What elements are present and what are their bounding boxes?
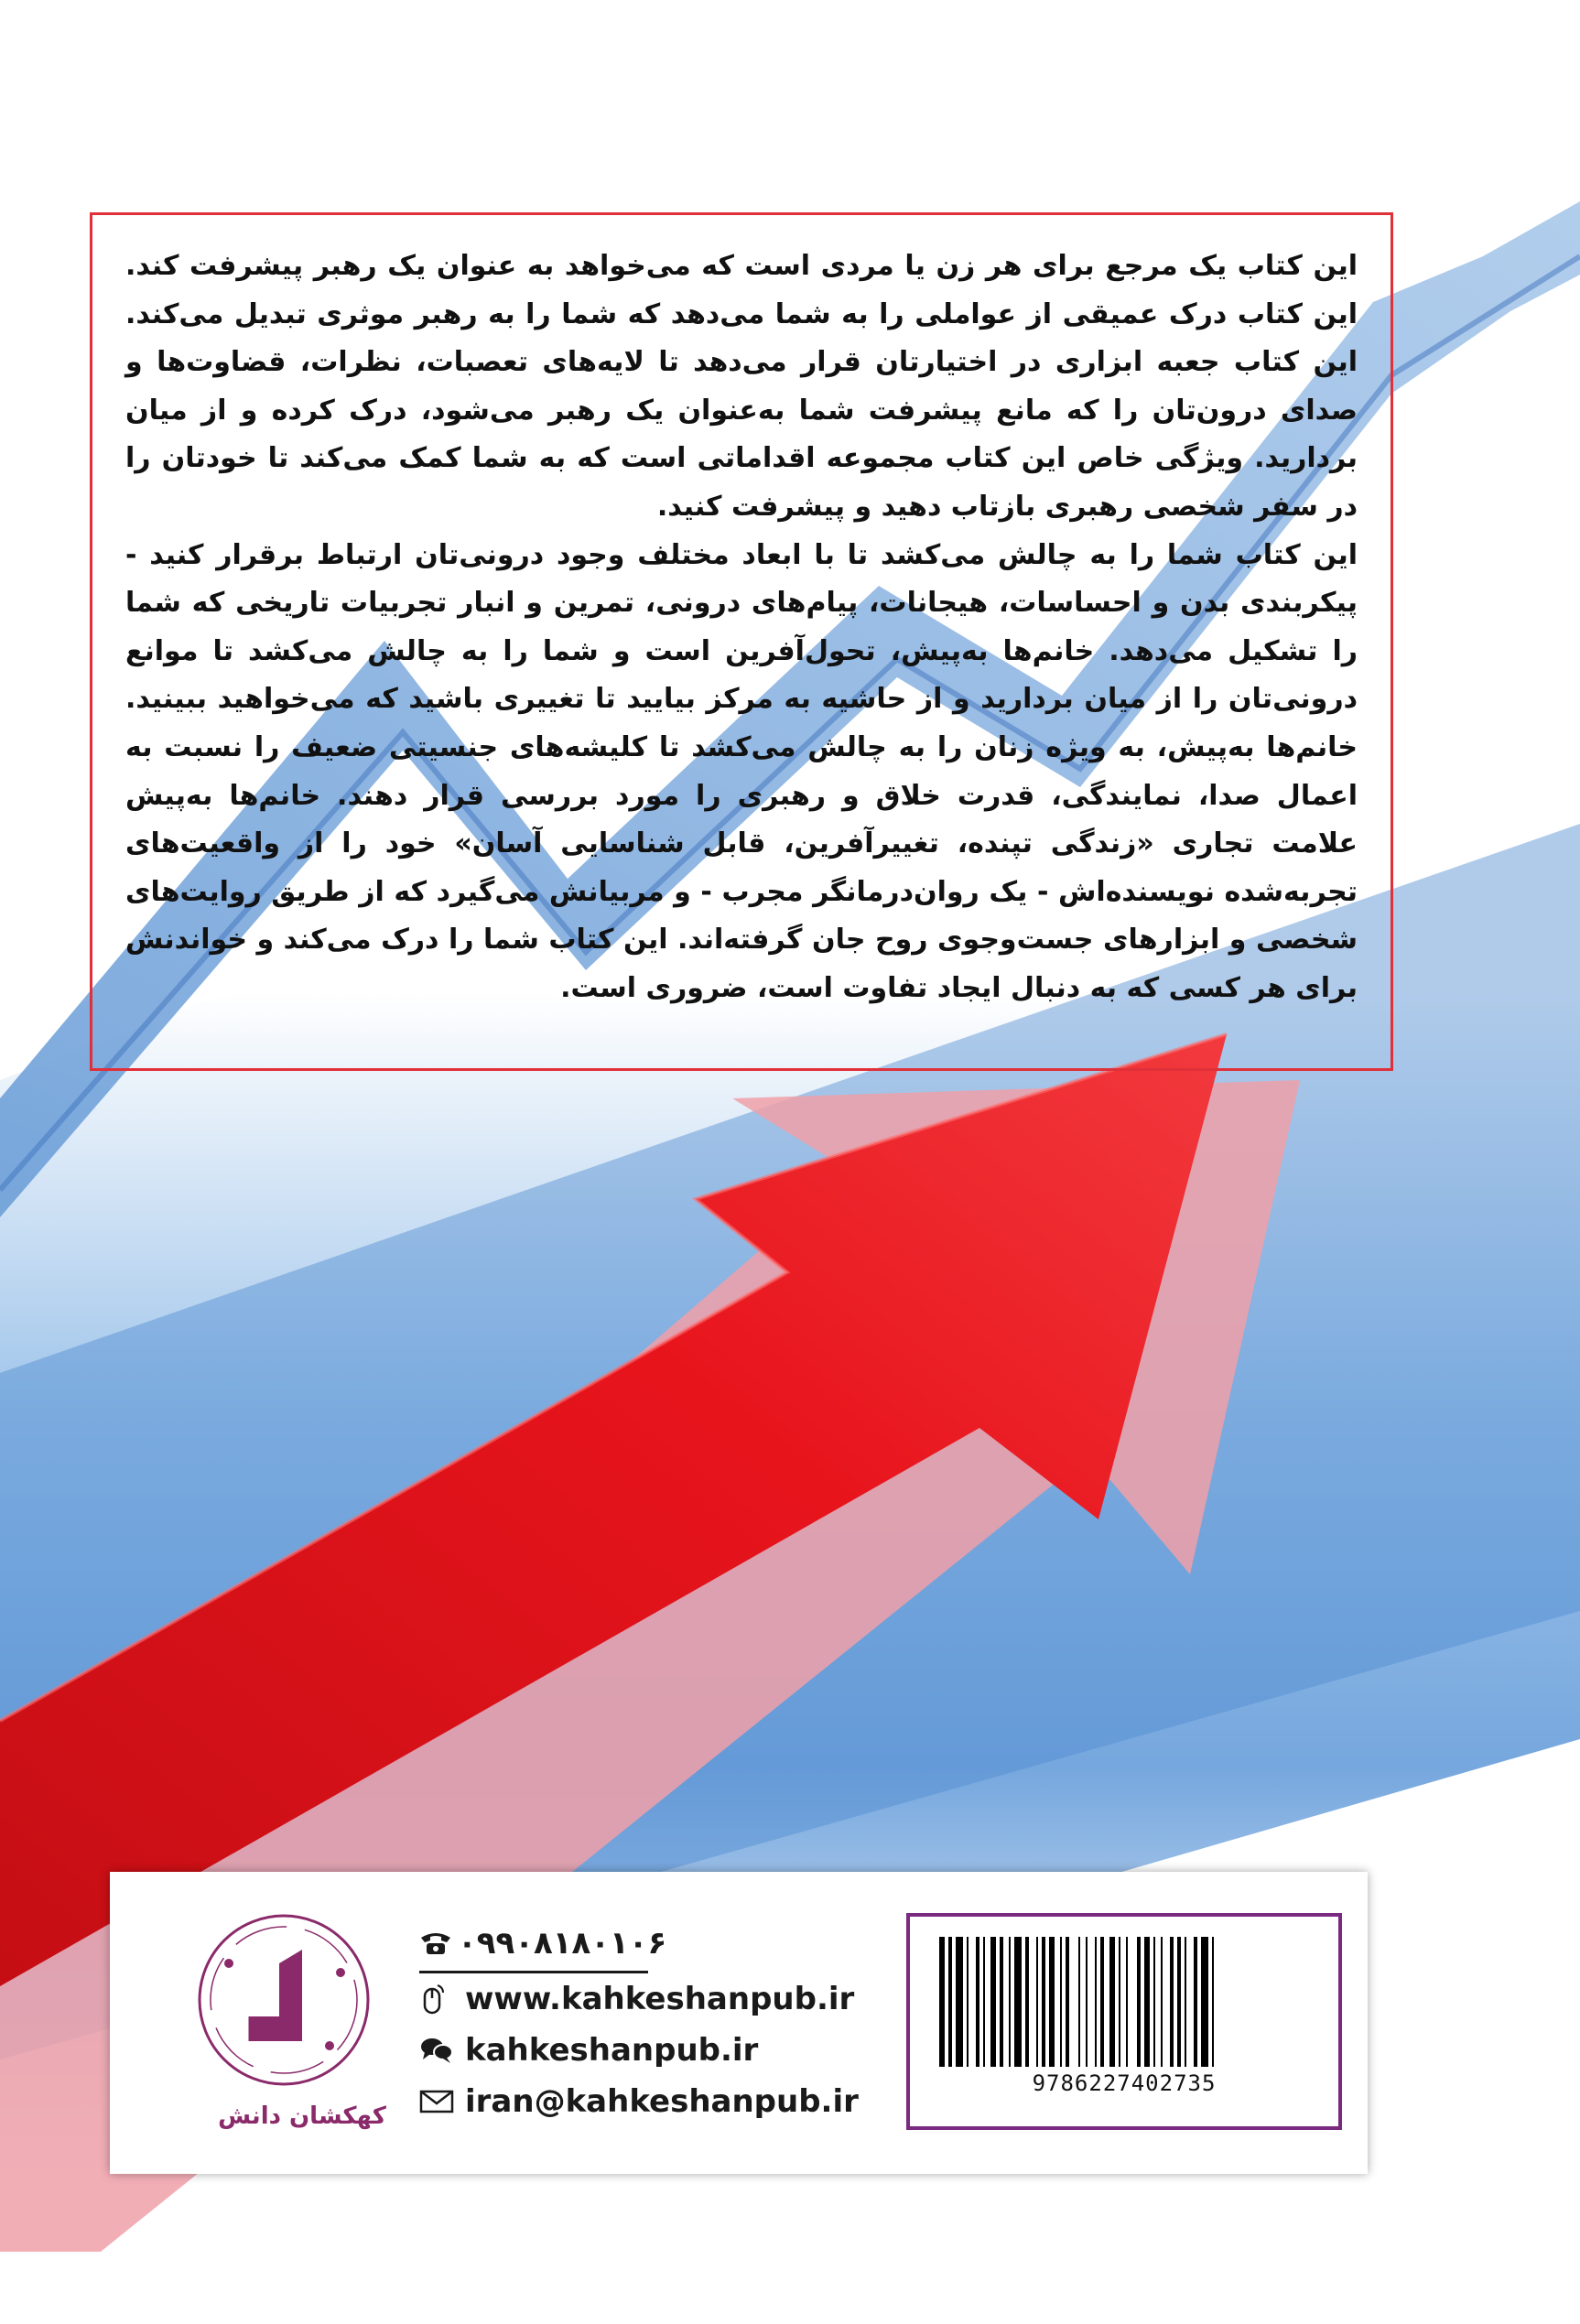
isbn-barcode — [906, 1913, 1342, 2130]
envelope-icon — [419, 2089, 460, 2114]
back-cover-blurb — [90, 212, 1393, 1071]
barcode-bar — [967, 1937, 969, 2067]
blurb-paragraph: این کتاب یک مرجع برای هر زن یا مردی است که می‌خواهد به عنوان یک رهبر پیشرفت کند. این کتاب درک عمیقی از عواملی را به شما می‌دهد که شما را به رهبر موثری تبدیل می‌کند. این کتاب جعبه ابزاری در اختیارتان قرار می‌دهد تا لایه‌های تعصبات، نظرات، قضاوت‌ها و صدای درون‌تان را که مانع پیشرفت شما به‌عنوان یک رهبر می‌شود، درک کرده و از میان بردارید. ویژگی خاص این کتاب مجموعه اقداماتی است که به شما کمک می‌کند تا خودتان را در سفر شخصی رهبری بازتاب دهید و پیشرفت کنید. — [125, 250, 1358, 523]
barcode-bar — [1086, 1937, 1088, 2067]
website-link[interactable]: www.kahkeshanpub.ir — [465, 1981, 855, 2017]
barcode-bar — [990, 1937, 996, 2067]
barcode-bar — [1177, 1937, 1181, 2067]
publisher-footer — [110, 1872, 1368, 2174]
barcode-bar — [1078, 1937, 1080, 2067]
barcode-bars — [936, 1937, 1313, 2067]
barcode-bar — [1025, 1937, 1029, 2067]
email-row[interactable] — [419, 2076, 987, 2127]
barcode-bar — [1119, 1937, 1120, 2067]
barcode-bar — [1185, 1937, 1186, 2067]
barcode-bar — [1212, 1937, 1214, 2067]
publisher-logo-mark — [192, 1908, 375, 2092]
phone-number: ۰۹۹۰۸۱۸۰۱۰۶ — [458, 1925, 667, 1962]
barcode-bar — [1000, 1937, 1003, 2067]
publisher-logo — [174, 1908, 394, 2146]
barcode-bar — [1009, 1937, 1011, 2067]
email-address[interactable]: iran@kahkeshanpub.ir — [465, 2083, 859, 2120]
barcode-bar — [1153, 1937, 1155, 2067]
barcode-bar — [1100, 1937, 1104, 2067]
contact-list — [419, 1918, 987, 2127]
publisher-name: کهکشان دانش — [218, 2102, 386, 2130]
mouse-icon — [419, 1984, 460, 2015]
telephone-icon — [419, 1930, 452, 1956]
barcode-bar — [1170, 1937, 1174, 2067]
barcode-bar — [948, 1937, 952, 2067]
barcode-bar — [976, 1937, 979, 2067]
barcode-bar — [1014, 1937, 1022, 2067]
barcode-bar — [1194, 1937, 1197, 2067]
phone-row[interactable] — [419, 1918, 667, 1973]
blurb-paragraph: این کتاب شما را به چالش می‌کشد تا با ابعاد مختلف وجود درونی‌تان ارتباط برقرار کنید - پیکربندی بدن و احساسات، هیجانات، پیام‌های درونی، تمرین و انبار تجربیات تاریخی که شما را تشکیل می‌دهد. خانم‌ها به‌پیش، تحول‌آفرین است و شما را به چالش می‌کشد تا موانع درونی‌تان را از میان بردارید و از حاشیه به مرکز بیایید تا تغییری باشید که می‌خواهید ببینید. خانم‌ها به‌پیش، به ویژه زنان را به چالش می‌کشد تا کلیشه‌های جنسیتی ضعیف را نسبت به اعمال صدا، نمایندگی، قدرت خلاق و رهبری را مورد بررسی قرار دهند. خانم‌ها به‌پیش علامت تجاری «زندگی تپنده، تغییرآفرین، قابل شناسایی آسان» خود را از واقعیت‌های تجربه‌شده نویسنده‌اش - یک روان‌درمانگر مجرب - و مربیانش می‌گیرد که از طریق روایت‌های شخصی و ابزارهای جست‌وجوی روح جان گرفته‌اند. این کتاب شما را درک می‌کند و خواندنش برای هر کسی که به دنبال ایجاد تفاوت است، ضروری است. — [125, 538, 1358, 1004]
website-row[interactable] — [419, 1973, 987, 2025]
barcode-bar — [983, 1937, 985, 2067]
chat-bubbles-icon — [419, 2036, 460, 2065]
barcode-bar — [1126, 1937, 1128, 2067]
barcode-bar — [1042, 1937, 1045, 2067]
social-row[interactable] — [419, 2025, 987, 2076]
barcode-bar — [1049, 1937, 1055, 2067]
barcode-bar — [1161, 1937, 1163, 2067]
barcode-bar — [1137, 1937, 1141, 2067]
barcode-bar — [1109, 1937, 1115, 2067]
barcode-bar — [1060, 1937, 1062, 2067]
barcode-bar — [956, 1937, 963, 2067]
barcode-bar — [1036, 1937, 1038, 2067]
barcode-bar — [1095, 1937, 1097, 2067]
barcode-bar — [1066, 1937, 1069, 2067]
barcode-bar — [1201, 1937, 1208, 2067]
isbn-number: 9786227402735 — [1032, 2070, 1217, 2096]
barcode-bar — [1144, 1937, 1150, 2067]
social-handle[interactable]: kahkeshanpub.ir — [465, 2032, 759, 2069]
barcode-bar — [939, 1937, 945, 2067]
